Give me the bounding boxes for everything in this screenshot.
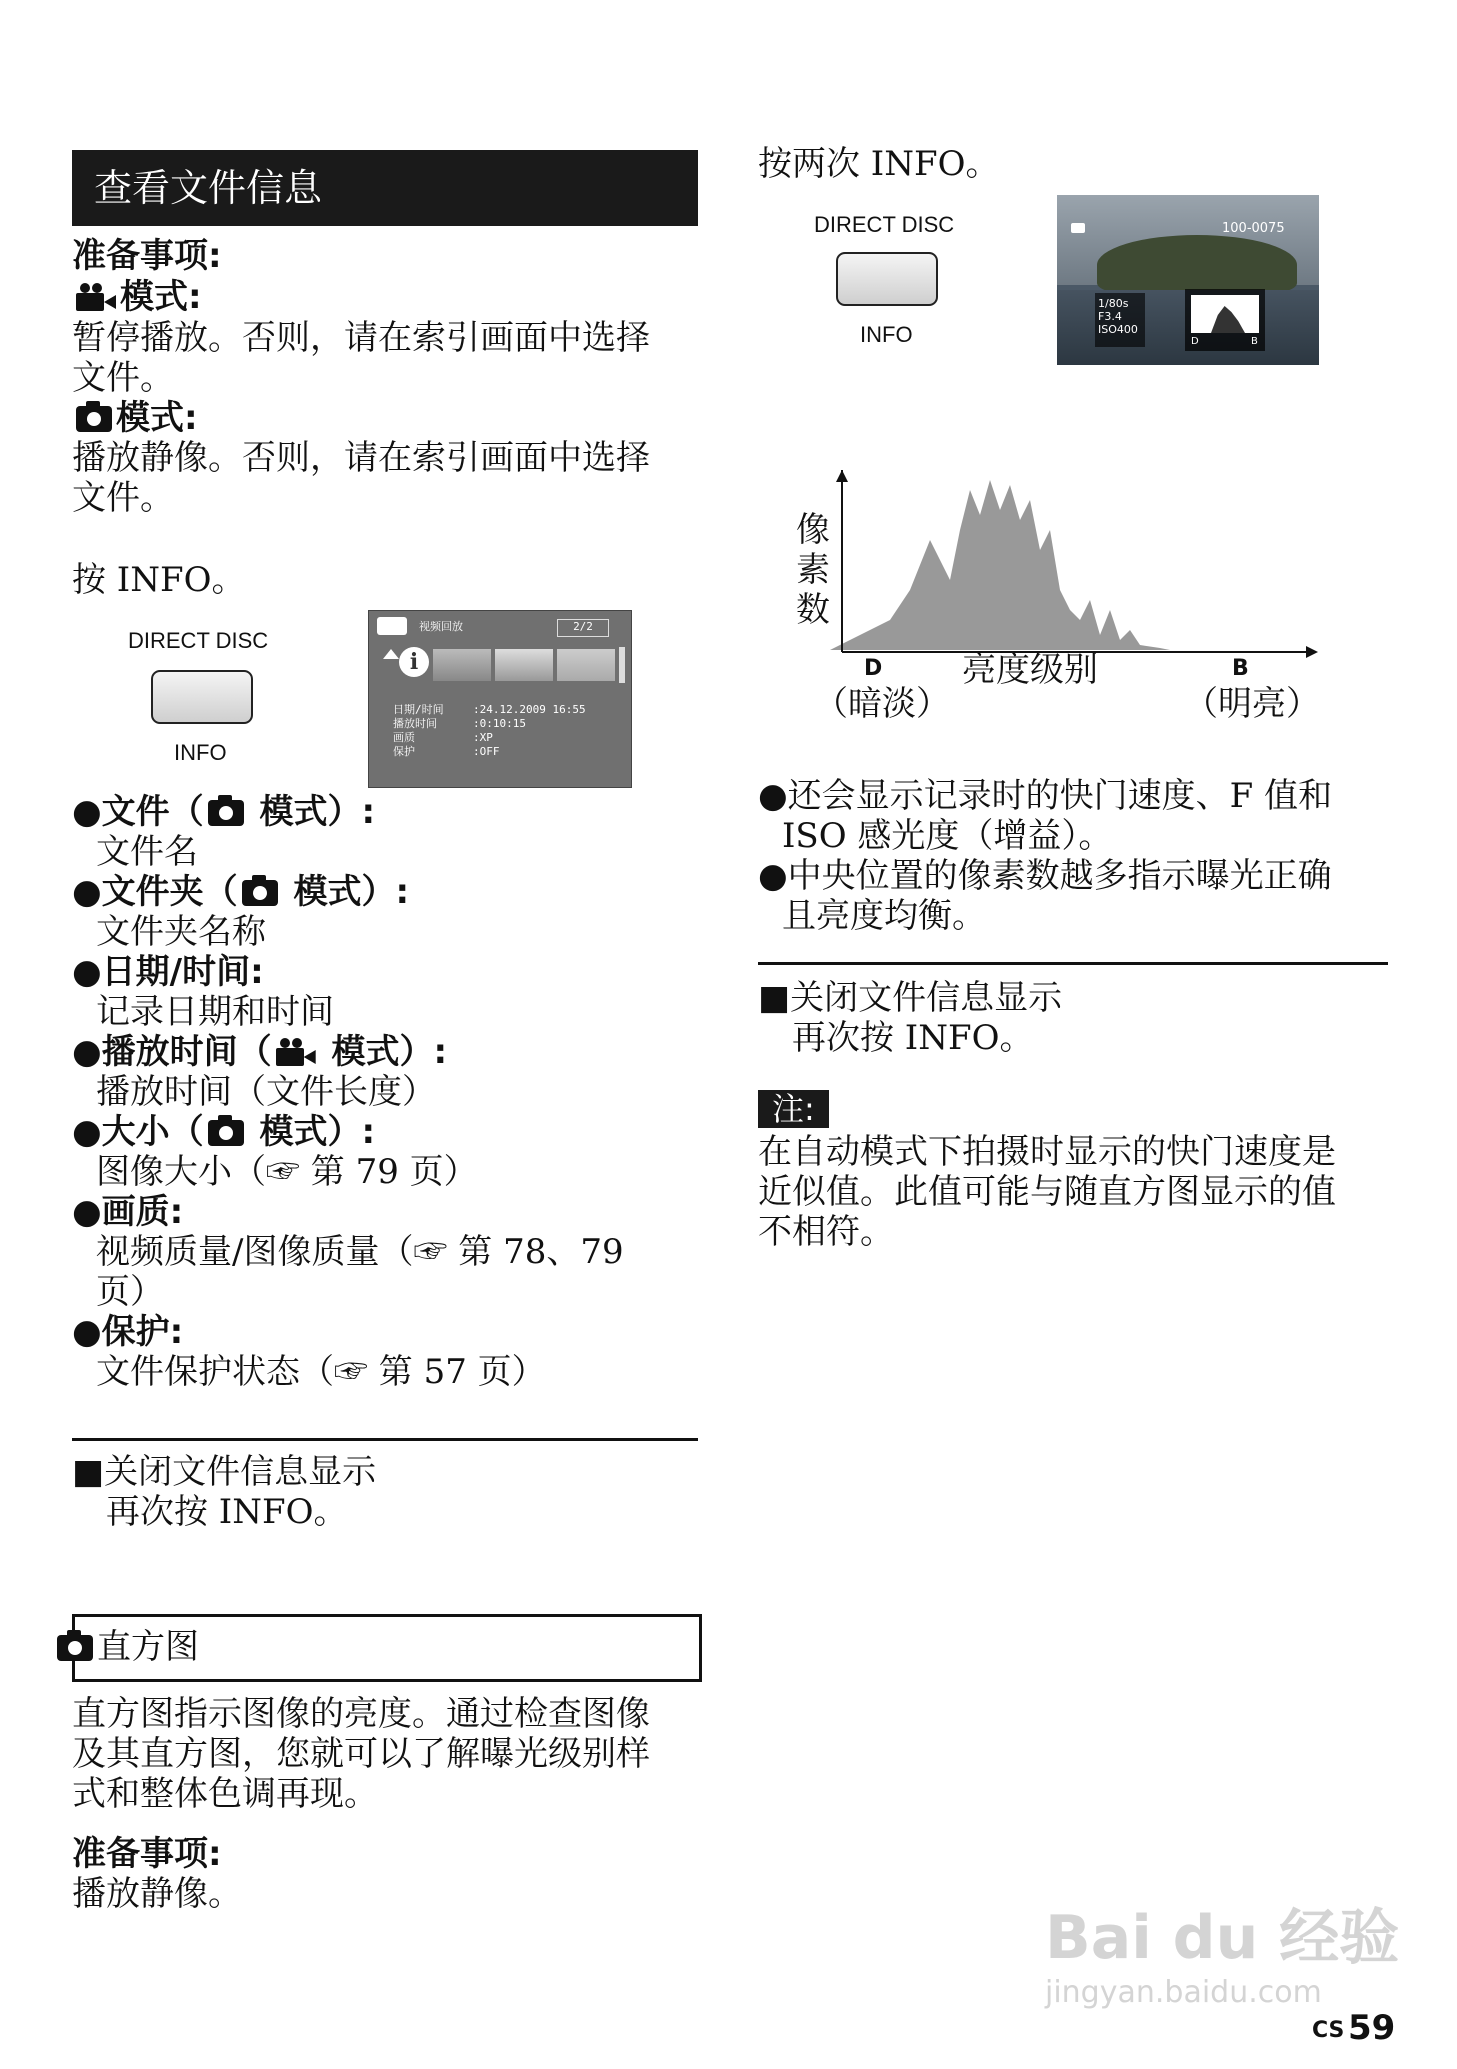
info-row: 保护 (393, 745, 415, 758)
x-axis-arrow (1306, 646, 1318, 658)
list-item: ●日期/时间: 记录日期和时间 (72, 952, 702, 1032)
bullet-icon: ● (758, 776, 788, 816)
histogram-box-title: 直方图 (97, 1627, 199, 1667)
item-desc: 图像大小（☞ 第 79 页） (96, 1152, 478, 1192)
mini-histogram (1191, 295, 1259, 333)
press-info-text: 按 INFO。 (72, 560, 246, 600)
list-item: ●还会显示记录时的快门速度、F 值和 ISO 感光度（增益）。 (758, 776, 1333, 856)
photo-mode-text-2: 文件。 (72, 478, 174, 518)
section-title: 查看文件信息 (72, 150, 698, 226)
histogram-desc-1: 直方图指示图像的亮度。通过检查图像 (72, 1694, 650, 1734)
iso-value: ISO400 (1098, 323, 1138, 336)
list-item: ●大小（ 模式）: 图像大小（☞ 第 79 页） (72, 1112, 702, 1192)
info-row: 播放时间 (393, 717, 437, 730)
right-bullets (758, 776, 1408, 936)
prep2-heading: 准备事项: (72, 1834, 222, 1874)
bullet-icon: ● (758, 856, 788, 896)
chart-ylabel: 像素数 (796, 510, 830, 630)
close-info-text: 再次按 INFO。 (792, 1018, 1034, 1058)
camera-icon (1071, 223, 1085, 233)
press-twice-text: 按两次 INFO。 (758, 144, 1000, 184)
info-button[interactable] (836, 252, 938, 306)
mini-d: D (1191, 336, 1199, 347)
bullet-icon: ● (72, 1112, 102, 1152)
video-camera-icon (76, 283, 116, 311)
bullet-icon: ● (72, 952, 102, 992)
histogram-desc-2: 及其直方图，您就可以了解曝光级别样 (72, 1734, 650, 1774)
item-desc: 页） (96, 1272, 164, 1312)
note-tag: 注: (758, 1090, 829, 1128)
y-axis-arrow (836, 470, 848, 482)
mini-histogram-panel (1185, 289, 1265, 351)
info-row: 画质 (393, 731, 415, 744)
bullet-icon: ● (72, 1192, 102, 1232)
thumbnail-3 (557, 649, 615, 681)
close-info-heading: ■关闭文件信息显示 (758, 978, 1063, 1018)
watermark-url: jingyan.baidu.com (1045, 1975, 1322, 2010)
video-mode-label: 模式: (120, 277, 202, 317)
camera-icon (242, 880, 278, 906)
video-mode-text-1: 暂停播放。否则，请在索引画面中选择 (72, 318, 650, 358)
video-mode-icon (377, 617, 407, 635)
list-item: ●文件（ 模式）: 文件名 (72, 792, 702, 872)
video-camera-icon (276, 1038, 316, 1066)
list-item: ●画质: 视频质量/图像质量（☞ 第 78、79 页） (72, 1192, 702, 1312)
note-text-2: 近似值。此值可能与随直方图显示的值 (758, 1172, 1336, 1212)
video-mode-heading (72, 277, 202, 317)
item-desc: 视频质量/图像质量（☞ 第 78、79 (96, 1232, 624, 1272)
f-number: F3.4 (1098, 310, 1122, 323)
chart-b-label: B (1232, 656, 1249, 681)
chart-d-label: D (864, 656, 883, 681)
mini-b: B (1251, 336, 1258, 347)
camera-icon (208, 1120, 244, 1146)
histogram-box (72, 1614, 702, 1682)
chart-bright-label: （明亮） (1184, 684, 1320, 724)
photo-mode-text-1: 播放静像。否则，请在索引画面中选择 (72, 438, 650, 478)
divider (72, 1438, 698, 1441)
exposure-info-panel (1095, 293, 1145, 347)
prep-heading: 准备事项: (72, 236, 222, 276)
file-info-items (72, 792, 702, 1392)
video-mode-text-2: 文件。 (72, 358, 174, 398)
list-item: ●中央位置的像素数越多指示曝光正确 且亮度均衡。 (758, 856, 1332, 936)
thumbnail-1 (433, 649, 491, 681)
info-button-label: INFO (174, 740, 227, 765)
language-code: CS (1312, 2018, 1345, 2043)
divider (758, 962, 1388, 965)
item-desc: 记录日期和时间 (96, 992, 334, 1032)
bullet-icon: ● (72, 1312, 102, 1352)
watermark-logo: Bai du 经验 (1045, 1903, 1400, 1973)
chart-xlabel: 亮度级别 (962, 650, 1098, 690)
info-row-value: :0:10:15 (473, 717, 526, 730)
bullet-icon: ● (72, 1032, 102, 1072)
histogram-screen (1057, 195, 1319, 365)
list-item: ●播放时间（ 模式）: 播放时间（文件长度） (72, 1032, 702, 1112)
info-row: 日期/时间 (393, 703, 444, 716)
photo-mode-heading (72, 398, 198, 438)
page-number: 59 (1348, 2008, 1396, 2048)
photo-mode-label: 模式: (116, 398, 198, 438)
bullet-icon: ● (72, 792, 102, 832)
camera-icon (76, 406, 112, 432)
info-button-label: INFO (860, 322, 913, 347)
item-desc: 文件名 (96, 832, 198, 872)
info-button[interactable] (151, 670, 253, 724)
direct-disc-label: DIRECT DISC (814, 212, 955, 237)
shutter-speed: 1/80s (1098, 297, 1129, 310)
histogram-area (830, 480, 1170, 650)
screen-file-number: 100-0075 (1222, 221, 1285, 236)
histogram-chart (830, 470, 1320, 670)
item-desc: 播放时间（文件长度） (96, 1072, 436, 1112)
histogram-desc-3: 式和整体色调再现。 (72, 1774, 378, 1814)
close-info-text: 再次按 INFO。 (106, 1492, 348, 1532)
info-row-value: :XP (473, 731, 493, 744)
item-desc: 文件保护状态（☞ 第 57 页） (96, 1352, 546, 1392)
list-item: ●保护: 文件保护状态（☞ 第 57 页） (72, 1312, 702, 1392)
bullet-icon: ● (72, 872, 102, 912)
file-info-screen (368, 610, 632, 788)
info-row-value: :OFF (473, 745, 500, 758)
camera-icon (57, 1635, 93, 1661)
camera-icon (208, 800, 244, 826)
direct-disc-label: DIRECT DISC (128, 628, 269, 653)
info-icon: i (399, 647, 429, 677)
note-text-1: 在自动模式下拍摄时显示的快门速度是 (758, 1132, 1336, 1172)
prep2-text: 播放静像。 (72, 1874, 242, 1914)
list-item: ●文件夹（ 模式）: 文件夹名称 (72, 872, 702, 952)
chart-dark-label: （暗淡） (814, 684, 950, 724)
info-row-value: :24.12.2009 16:55 (473, 703, 586, 716)
close-info-heading: ■关闭文件信息显示 (72, 1452, 377, 1492)
screen-page: 2/2 (557, 619, 609, 637)
thumbnail-2 (495, 649, 553, 681)
screen-mode-label: 视频回放 (419, 620, 463, 633)
scroll-up-icon (383, 649, 399, 659)
island (1097, 235, 1297, 295)
scrollbar (619, 647, 625, 683)
note-text-3: 不相符。 (758, 1212, 894, 1252)
item-desc: 文件夹名称 (96, 912, 266, 952)
